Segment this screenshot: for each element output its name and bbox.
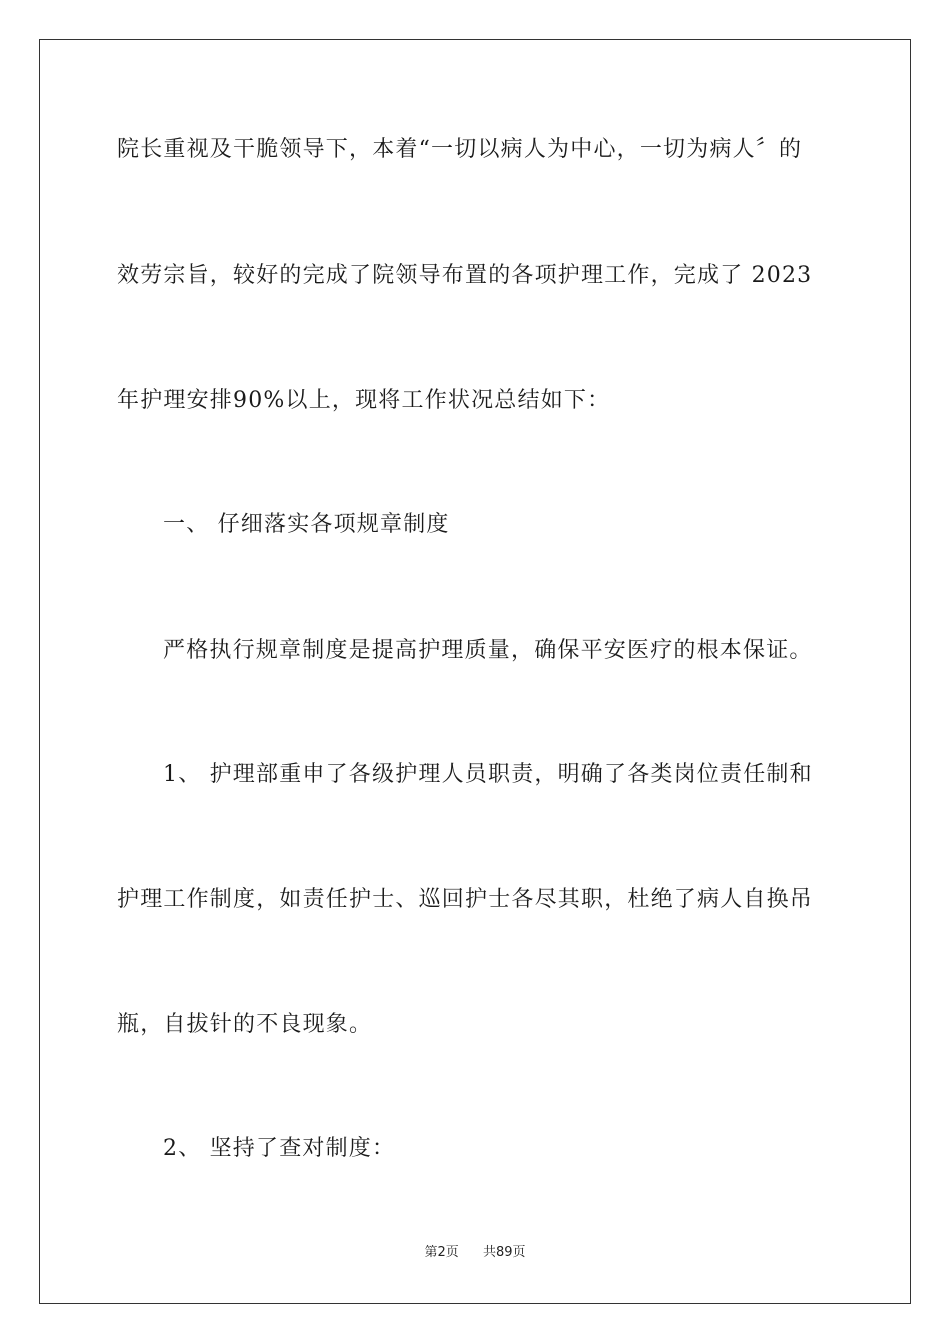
paragraph-line: 年护理安排90%以上，现将工作状况总结如下： <box>117 388 611 413</box>
page-border <box>39 39 911 1304</box>
page-number: 第2页 <box>424 1245 459 1260</box>
paragraph-line: 效劳宗旨，较好的完成了院领导布置的各项护理工作，完成了 2023 <box>117 263 813 288</box>
paragraph-line: 严格执行规章制度是提高护理质量，确保平安医疗的根本保证。 <box>163 638 813 663</box>
paragraph-line: 护理工作制度，如责任护士、巡回护士各尽其职，杜绝了病人自换吊 <box>117 887 814 912</box>
page-footer <box>0 1244 950 1262</box>
page-total: 共89页 <box>483 1245 526 1260</box>
section-heading: 一、 仔细落实各项规章制度 <box>163 512 450 537</box>
list-item-line: 2、 坚持了查对制度： <box>163 1136 396 1161</box>
list-item-line: 1、 护理部重申了各级护理人员职责，明确了各类岗位责任制和 <box>163 762 813 787</box>
paragraph-line: 瓶，自拔针的不良现象。 <box>117 1012 373 1037</box>
paragraph-line: 院长重视及干脆领导下，本着“一切以病人为中心，一切为病人〞的 <box>117 137 803 162</box>
